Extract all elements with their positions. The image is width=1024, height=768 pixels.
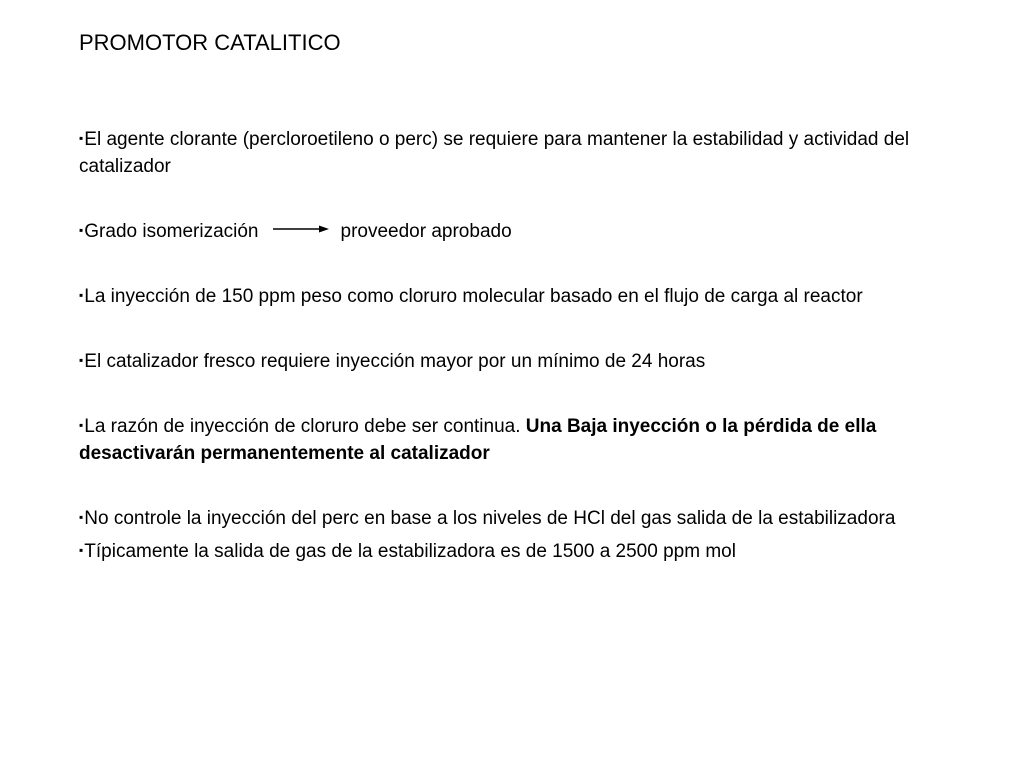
bullet-text-left: Grado isomerización (84, 221, 259, 242)
bullet-item (79, 504, 979, 532)
bullet-square-icon: ▪ (79, 543, 84, 557)
bullet-square-icon: ▪ (79, 288, 84, 302)
bullet-square-icon: ▪ (79, 223, 84, 237)
bullet-square-icon: ▪ (79, 353, 84, 367)
right-arrow-icon (273, 224, 329, 234)
bullet-text: Típicamente la salida de gas de la estabilizadora es de 1500 a 2500 ppm mol (84, 541, 736, 562)
slide-title: PROMOTOR CATALITICO (79, 30, 341, 55)
bullet-item (79, 537, 979, 565)
bullet-text: La inyección de 150 ppm peso como cloruro molecular basado en el flujo de carga al reactor (84, 286, 863, 307)
bullet-list (79, 125, 979, 565)
bullet-text: No controle la inyección del perc en base a los niveles de HCl del gas salida de la estabilizadora (84, 508, 896, 529)
bullet-item (79, 412, 979, 467)
bullet-text-right: proveedor aprobado (340, 221, 512, 242)
bullet-item (79, 282, 979, 310)
bullet-item (79, 217, 979, 245)
bullet-bold-text: Una Baja inyección o la pérdida de ella desactivarán permanentemente al catalizador (79, 416, 877, 464)
bullet-item (79, 125, 979, 180)
bullet-text: El catalizador fresco requiere inyección mayor por un mínimo de 24 horas (84, 351, 706, 372)
bullet-square-icon: ▪ (79, 418, 84, 432)
bullet-text: El agente clorante (percloroetileno o perc) se requiere para mantener la estabilidad y actividad del catalizador (79, 129, 910, 177)
bullet-text: La razón de inyección de cloruro debe ser continua. (84, 416, 526, 437)
bullet-square-icon: ▪ (79, 510, 84, 524)
bullet-square-icon: ▪ (79, 131, 84, 145)
bullet-item (79, 347, 979, 375)
